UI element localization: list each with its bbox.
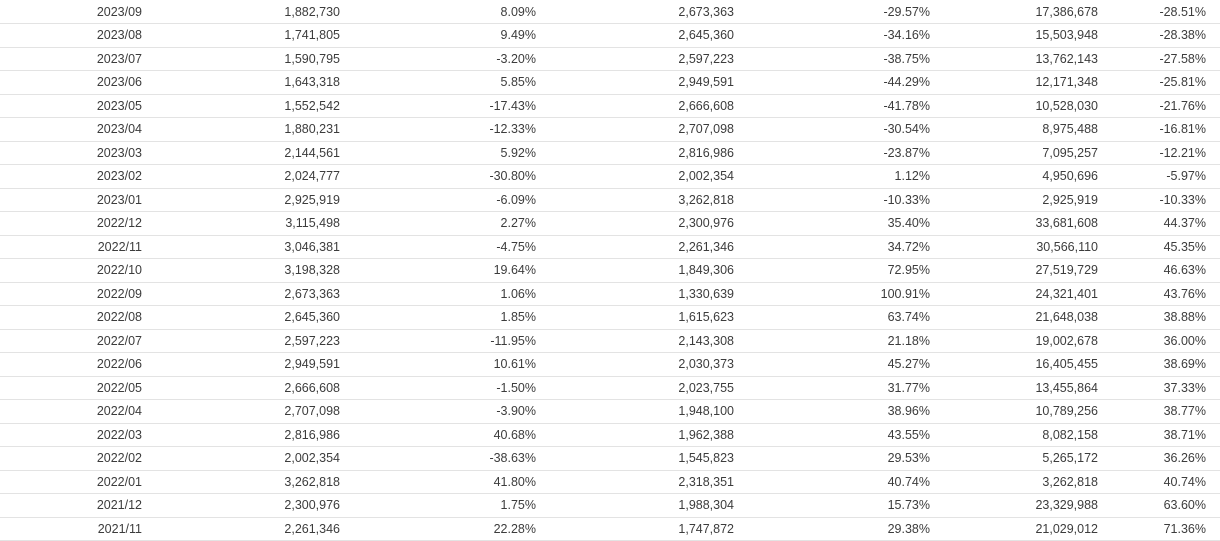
- cell-period: 2022/12: [0, 212, 156, 236]
- cell-cumulative-yoy-pct: 38.71%: [1112, 423, 1220, 447]
- cell-cumulative-yoy-pct: 38.88%: [1112, 306, 1220, 330]
- cell-cumulative-revenue: 30,566,110: [944, 235, 1112, 259]
- cell-prev-year-revenue: 2,673,363: [550, 0, 748, 24]
- cell-revenue-mom-pct: -38.63%: [354, 447, 550, 471]
- cell-period: 2022/02: [0, 447, 156, 471]
- cell-cumulative-revenue: 5,265,172: [944, 447, 1112, 471]
- cell-prev-year-revenue: 1,948,100: [550, 400, 748, 424]
- cell-cumulative-yoy-pct: 45.35%: [1112, 235, 1220, 259]
- cell-cumulative-yoy-pct: -28.51%: [1112, 0, 1220, 24]
- table-row: [0, 376, 1220, 400]
- cell-prev-year-revenue: 2,023,755: [550, 376, 748, 400]
- cell-yoy-pct: 31.77%: [748, 376, 944, 400]
- cell-revenue-mom-pct: -4.75%: [354, 235, 550, 259]
- cell-revenue: 2,261,346: [156, 517, 354, 541]
- table-row: [0, 423, 1220, 447]
- table-row: [0, 517, 1220, 541]
- cell-revenue: 2,645,360: [156, 306, 354, 330]
- cell-period: 2022/08: [0, 306, 156, 330]
- cell-revenue-mom-pct: 1.06%: [354, 282, 550, 306]
- cell-cumulative-yoy-pct: -21.76%: [1112, 94, 1220, 118]
- cell-period: 2022/06: [0, 353, 156, 377]
- cell-period: 2023/04: [0, 118, 156, 142]
- cell-yoy-pct: 1.12%: [748, 165, 944, 189]
- cell-prev-year-revenue: 1,962,388: [550, 423, 748, 447]
- cell-prev-year-revenue: 3,262,818: [550, 188, 748, 212]
- cell-revenue-mom-pct: -3.20%: [354, 47, 550, 71]
- cell-yoy-pct: -41.78%: [748, 94, 944, 118]
- cell-revenue-mom-pct: 22.28%: [354, 517, 550, 541]
- cell-cumulative-revenue: 13,455,864: [944, 376, 1112, 400]
- cell-cumulative-revenue: 8,082,158: [944, 423, 1112, 447]
- cell-period: 2022/07: [0, 329, 156, 353]
- cell-cumulative-yoy-pct: 36.00%: [1112, 329, 1220, 353]
- cell-prev-year-revenue: 1,747,872: [550, 517, 748, 541]
- cell-revenue: 1,643,318: [156, 71, 354, 95]
- cell-revenue: 2,949,591: [156, 353, 354, 377]
- cell-prev-year-revenue: 2,597,223: [550, 47, 748, 71]
- cell-cumulative-revenue: 33,681,608: [944, 212, 1112, 236]
- cell-prev-year-revenue: 1,849,306: [550, 259, 748, 283]
- cell-cumulative-yoy-pct: 71.36%: [1112, 517, 1220, 541]
- table-row: [0, 400, 1220, 424]
- cell-period: 2022/03: [0, 423, 156, 447]
- cell-cumulative-yoy-pct: -5.97%: [1112, 165, 1220, 189]
- table-row: [0, 141, 1220, 165]
- cell-yoy-pct: 21.18%: [748, 329, 944, 353]
- cell-period: 2023/03: [0, 141, 156, 165]
- cell-cumulative-revenue: 24,321,401: [944, 282, 1112, 306]
- cell-revenue: 2,666,608: [156, 376, 354, 400]
- table-row: [0, 24, 1220, 48]
- table-row: [0, 0, 1220, 24]
- cell-cumulative-yoy-pct: 37.33%: [1112, 376, 1220, 400]
- cell-revenue: 3,262,818: [156, 470, 354, 494]
- cell-cumulative-revenue: 7,095,257: [944, 141, 1112, 165]
- cell-revenue: 2,673,363: [156, 282, 354, 306]
- table-row: [0, 306, 1220, 330]
- cell-prev-year-revenue: 2,143,308: [550, 329, 748, 353]
- table-row: [0, 47, 1220, 71]
- cell-revenue-mom-pct: -12.33%: [354, 118, 550, 142]
- cell-revenue: 1,880,231: [156, 118, 354, 142]
- cell-prev-year-revenue: 2,318,351: [550, 470, 748, 494]
- cell-revenue-mom-pct: 8.09%: [354, 0, 550, 24]
- cell-revenue: 3,046,381: [156, 235, 354, 259]
- cell-yoy-pct: 63.74%: [748, 306, 944, 330]
- cell-revenue-mom-pct: -1.50%: [354, 376, 550, 400]
- cell-cumulative-yoy-pct: -12.21%: [1112, 141, 1220, 165]
- cell-prev-year-revenue: 2,949,591: [550, 71, 748, 95]
- cell-revenue-mom-pct: 1.85%: [354, 306, 550, 330]
- cell-period: 2021/11: [0, 517, 156, 541]
- cell-yoy-pct: 38.96%: [748, 400, 944, 424]
- cell-period: 2023/05: [0, 94, 156, 118]
- cell-yoy-pct: 100.91%: [748, 282, 944, 306]
- cell-prev-year-revenue: 1,988,304: [550, 494, 748, 518]
- cell-cumulative-yoy-pct: 36.26%: [1112, 447, 1220, 471]
- cell-cumulative-revenue: 17,386,678: [944, 0, 1112, 24]
- cell-revenue: 1,552,542: [156, 94, 354, 118]
- table-row: [0, 494, 1220, 518]
- cell-revenue-mom-pct: -17.43%: [354, 94, 550, 118]
- cell-revenue: 1,590,795: [156, 47, 354, 71]
- cell-revenue-mom-pct: 5.85%: [354, 71, 550, 95]
- cell-revenue: 1,882,730: [156, 0, 354, 24]
- cell-revenue-mom-pct: 10.61%: [354, 353, 550, 377]
- cell-prev-year-revenue: 2,707,098: [550, 118, 748, 142]
- cell-yoy-pct: 34.72%: [748, 235, 944, 259]
- cell-revenue-mom-pct: 9.49%: [354, 24, 550, 48]
- cell-cumulative-revenue: 16,405,455: [944, 353, 1112, 377]
- cell-revenue-mom-pct: -30.80%: [354, 165, 550, 189]
- table-row: [0, 329, 1220, 353]
- cell-yoy-pct: -23.87%: [748, 141, 944, 165]
- cell-prev-year-revenue: 2,666,608: [550, 94, 748, 118]
- cell-revenue-mom-pct: -6.09%: [354, 188, 550, 212]
- cell-cumulative-yoy-pct: 40.74%: [1112, 470, 1220, 494]
- cell-revenue: 2,597,223: [156, 329, 354, 353]
- cell-yoy-pct: 72.95%: [748, 259, 944, 283]
- cell-period: 2022/10: [0, 259, 156, 283]
- table-row: [0, 188, 1220, 212]
- cell-revenue: 2,707,098: [156, 400, 354, 424]
- cell-prev-year-revenue: 2,300,976: [550, 212, 748, 236]
- table-row: [0, 447, 1220, 471]
- table-row: [0, 470, 1220, 494]
- cell-period: 2023/01: [0, 188, 156, 212]
- cell-cumulative-yoy-pct: -28.38%: [1112, 24, 1220, 48]
- cell-prev-year-revenue: 1,615,623: [550, 306, 748, 330]
- cell-cumulative-yoy-pct: 38.77%: [1112, 400, 1220, 424]
- cell-cumulative-revenue: 13,762,143: [944, 47, 1112, 71]
- table-row: [0, 235, 1220, 259]
- cell-yoy-pct: -10.33%: [748, 188, 944, 212]
- cell-revenue-mom-pct: 5.92%: [354, 141, 550, 165]
- table-row: [0, 353, 1220, 377]
- cell-yoy-pct: -44.29%: [748, 71, 944, 95]
- cell-cumulative-revenue: 23,329,988: [944, 494, 1112, 518]
- cell-cumulative-revenue: 21,648,038: [944, 306, 1112, 330]
- cell-yoy-pct: -38.75%: [748, 47, 944, 71]
- cell-cumulative-revenue: 10,789,256: [944, 400, 1112, 424]
- cell-revenue: 2,002,354: [156, 447, 354, 471]
- cell-revenue: 3,115,498: [156, 212, 354, 236]
- cell-cumulative-revenue: 27,519,729: [944, 259, 1112, 283]
- table-row: [0, 71, 1220, 95]
- cell-yoy-pct: 29.53%: [748, 447, 944, 471]
- table-row: [0, 118, 1220, 142]
- cell-yoy-pct: 29.38%: [748, 517, 944, 541]
- cell-prev-year-revenue: 2,002,354: [550, 165, 748, 189]
- cell-revenue: 2,144,561: [156, 141, 354, 165]
- cell-prev-year-revenue: 2,645,360: [550, 24, 748, 48]
- cell-cumulative-revenue: 15,503,948: [944, 24, 1112, 48]
- cell-yoy-pct: 15.73%: [748, 494, 944, 518]
- cell-revenue: 2,925,919: [156, 188, 354, 212]
- cell-period: 2022/04: [0, 400, 156, 424]
- cell-cumulative-revenue: 10,528,030: [944, 94, 1112, 118]
- table-row: [0, 282, 1220, 306]
- cell-yoy-pct: 45.27%: [748, 353, 944, 377]
- cell-yoy-pct: -29.57%: [748, 0, 944, 24]
- cell-period: 2023/07: [0, 47, 156, 71]
- cell-revenue-mom-pct: -11.95%: [354, 329, 550, 353]
- cell-period: 2022/09: [0, 282, 156, 306]
- cell-cumulative-yoy-pct: -10.33%: [1112, 188, 1220, 212]
- cell-cumulative-revenue: 2,925,919: [944, 188, 1112, 212]
- cell-revenue: 3,198,328: [156, 259, 354, 283]
- cell-revenue: 1,741,805: [156, 24, 354, 48]
- cell-yoy-pct: -30.54%: [748, 118, 944, 142]
- cell-revenue-mom-pct: 1.75%: [354, 494, 550, 518]
- cell-yoy-pct: 35.40%: [748, 212, 944, 236]
- cell-prev-year-revenue: 2,030,373: [550, 353, 748, 377]
- cell-yoy-pct: -34.16%: [748, 24, 944, 48]
- cell-cumulative-revenue: 12,171,348: [944, 71, 1112, 95]
- table-row: [0, 165, 1220, 189]
- cell-period: 2023/02: [0, 165, 156, 189]
- cell-cumulative-yoy-pct: 44.37%: [1112, 212, 1220, 236]
- cell-yoy-pct: 43.55%: [748, 423, 944, 447]
- cell-prev-year-revenue: 1,545,823: [550, 447, 748, 471]
- cell-period: 2022/01: [0, 470, 156, 494]
- cell-cumulative-yoy-pct: -25.81%: [1112, 71, 1220, 95]
- cell-revenue-mom-pct: 40.68%: [354, 423, 550, 447]
- cell-revenue-mom-pct: -3.90%: [354, 400, 550, 424]
- cell-revenue-mom-pct: 41.80%: [354, 470, 550, 494]
- cell-cumulative-yoy-pct: 46.63%: [1112, 259, 1220, 283]
- cell-revenue: 2,816,986: [156, 423, 354, 447]
- cell-period: 2023/06: [0, 71, 156, 95]
- cell-period: 2022/11: [0, 235, 156, 259]
- cell-revenue-mom-pct: 2.27%: [354, 212, 550, 236]
- table-row: [0, 259, 1220, 283]
- cell-cumulative-revenue: 4,950,696: [944, 165, 1112, 189]
- cell-prev-year-revenue: 2,261,346: [550, 235, 748, 259]
- cell-cumulative-yoy-pct: 63.60%: [1112, 494, 1220, 518]
- cell-cumulative-yoy-pct: 43.76%: [1112, 282, 1220, 306]
- cell-period: 2022/05: [0, 376, 156, 400]
- cell-yoy-pct: 40.74%: [748, 470, 944, 494]
- cell-period: 2023/08: [0, 24, 156, 48]
- cell-cumulative-revenue: 3,262,818: [944, 470, 1112, 494]
- table-row: [0, 212, 1220, 236]
- cell-period: 2023/09: [0, 0, 156, 24]
- cell-revenue-mom-pct: 19.64%: [354, 259, 550, 283]
- table-row: [0, 94, 1220, 118]
- cell-cumulative-revenue: 19,002,678: [944, 329, 1112, 353]
- cell-prev-year-revenue: 1,330,639: [550, 282, 748, 306]
- cell-period: 2021/12: [0, 494, 156, 518]
- cell-cumulative-revenue: 8,975,488: [944, 118, 1112, 142]
- cell-cumulative-revenue: 21,029,012: [944, 517, 1112, 541]
- cell-cumulative-yoy-pct: -27.58%: [1112, 47, 1220, 71]
- cell-prev-year-revenue: 2,816,986: [550, 141, 748, 165]
- cell-revenue: 2,024,777: [156, 165, 354, 189]
- cell-revenue: 2,300,976: [156, 494, 354, 518]
- cell-cumulative-yoy-pct: 38.69%: [1112, 353, 1220, 377]
- cell-cumulative-yoy-pct: -16.81%: [1112, 118, 1220, 142]
